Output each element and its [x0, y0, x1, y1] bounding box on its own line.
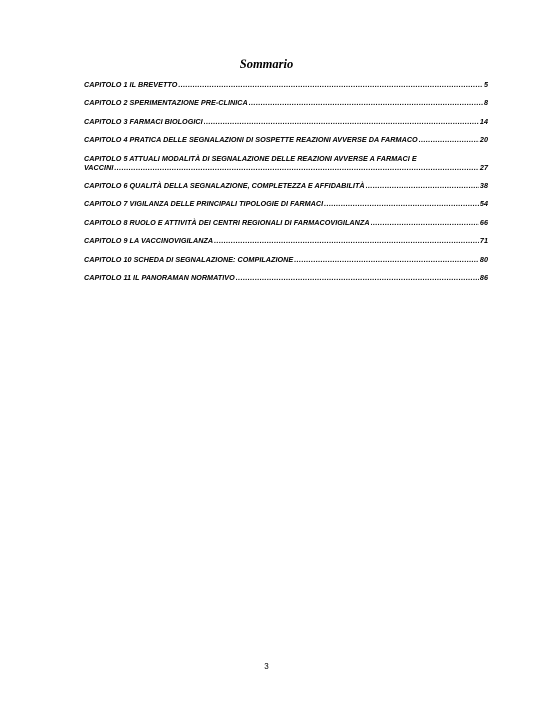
- toc-entry-chapter-7[interactable]: [84, 199, 488, 208]
- toc-leader-dots: [204, 117, 479, 126]
- toc-entry-text: CAPITOLO 11 IL PANORAMAN NORMATIVO: [84, 272, 235, 282]
- toc-entry-text: CAPITOLO 2 SPERIMENTAZIONE PRE-CLINICA: [84, 98, 248, 108]
- toc-leader-dots: [419, 135, 479, 144]
- toc-leader-dots: [294, 255, 479, 264]
- toc-entry-chapter-6[interactable]: [84, 181, 488, 190]
- toc-page-number: 38: [479, 180, 488, 190]
- toc-entry-text-line-2: VACCINI: [84, 162, 114, 172]
- toc-entry-text: CAPITOLO 1 IL BREVETTO: [84, 80, 178, 89]
- toc-entry-chapter-11[interactable]: [84, 273, 488, 282]
- toc-leader-dots: [366, 181, 479, 190]
- toc-page-number: 80: [479, 254, 488, 264]
- toc-entry-chapter-9[interactable]: [84, 236, 488, 245]
- toc-entry-text: CAPITOLO 6 QUALITÀ DELLA SEGNALAZIONE, COMPLETEZZA E AFFIDABILITÀ: [84, 180, 365, 190]
- toc-entry-text: CAPITOLO 3 FARMACI BIOLOGICI: [84, 116, 203, 126]
- toc-leader-dots: [371, 218, 479, 227]
- toc-page-number: 5: [483, 80, 488, 89]
- toc-leader-dots: [214, 236, 479, 245]
- toc-leader-dots: [236, 273, 479, 282]
- toc-entry-chapter-4[interactable]: [84, 135, 488, 144]
- toc-page-number: 54: [479, 199, 488, 209]
- toc-leader-dots: [324, 199, 479, 208]
- toc-entry-text: CAPITOLO 9 LA VACCINOVIGILANZA: [84, 236, 214, 246]
- toc-page-number: 14: [479, 116, 488, 126]
- toc-leader-dots: [249, 98, 483, 107]
- toc-title: Sommario: [239, 57, 294, 71]
- toc-page-number: 20: [479, 135, 488, 145]
- toc-page-number: 8: [483, 98, 488, 108]
- page-number: 3: [264, 662, 269, 671]
- toc-entry-chapter-2[interactable]: [84, 98, 488, 107]
- toc-entry-text: CAPITOLO 10 SCHEDA DI SEGNALAZIONE: COMPILAZIONE: [84, 254, 294, 264]
- toc-page-number: 86: [479, 272, 488, 282]
- toc-entry-text-line-1: CAPITOLO 5 ATTUALI MODALITÀ DI SEGNALAZIONE DELLE REAZIONI AVVERSE A FARMACI E: [84, 153, 417, 163]
- toc-entry-text: CAPITOLO 4 PRATICA DELLE SEGNALAZIONI DI SOSPETTE REAZIONI AVVERSE DA FARMACO: [84, 135, 418, 145]
- toc-entry-chapter-3[interactable]: [84, 117, 488, 126]
- toc-page-number: 66: [479, 217, 488, 227]
- toc-entry-chapter-8[interactable]: [84, 218, 488, 227]
- toc-page-number: 27: [479, 162, 488, 172]
- toc-leader-dots: [114, 163, 479, 172]
- toc-page-number: 71: [479, 236, 488, 246]
- table-of-contents: [84, 80, 488, 291]
- toc-leader-dots: [178, 80, 483, 89]
- toc-entry-chapter-5[interactable]: [84, 154, 488, 172]
- toc-entry-chapter-10[interactable]: [84, 255, 488, 264]
- toc-entry-chapter-1[interactable]: [84, 80, 488, 89]
- toc-entry-text: CAPITOLO 7 VIGILANZA DELLE PRINCIPALI TIPOLOGIE DI FARMACI: [84, 199, 324, 209]
- toc-entry-text: CAPITOLO 8 RUOLO E ATTIVITÀ DEI CENTRI REGIONALI DI FARMACOVIGILANZA: [84, 217, 370, 227]
